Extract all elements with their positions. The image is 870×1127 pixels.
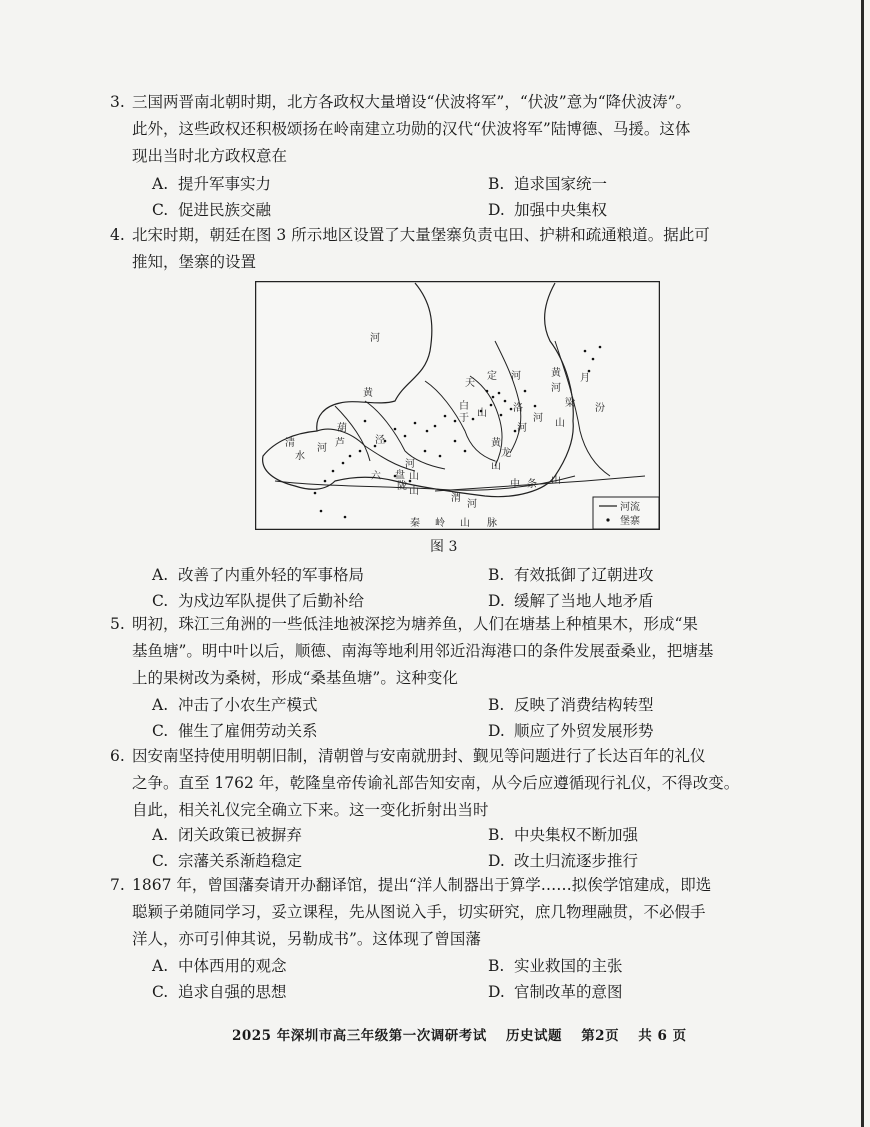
question-number: 6.: [110, 747, 125, 765]
option-a[interactable]: [152, 823, 302, 845]
question-7: [110, 872, 772, 953]
option-text: 追求国家统一: [514, 175, 608, 193]
option-text: 顺应了外贸发展形势: [514, 722, 654, 740]
option-a[interactable]: [152, 172, 271, 194]
fort-legend-swatch: [606, 518, 609, 521]
question-text-line: 聪颖子弟随同学习，妥立课程，先从图说入手，切实研究，庶几物理融贯，不必假手: [132, 903, 706, 921]
map-label: 清: [285, 438, 295, 449]
question-number: 5.: [110, 615, 125, 633]
map-label: 洛: [513, 403, 523, 414]
map-label: 河: [370, 333, 380, 344]
scan-edge: [861, 0, 864, 1127]
map-label: 河: [551, 383, 561, 394]
question-5: [110, 611, 772, 692]
figure-caption: 图 3: [430, 539, 458, 555]
map-legend: [593, 497, 659, 529]
option-d[interactable]: [488, 198, 607, 220]
option-text: 冲击了小农生产模式: [178, 696, 318, 714]
question-text-line: 因安南坚持使用明朝旧制，清朝曾与安南就册封、觐见等问题进行了长达百年的礼仪: [132, 747, 706, 765]
option-c[interactable]: [152, 980, 287, 1002]
map-label: 泾: [375, 435, 385, 446]
question-text-line: 明初，珠江三角洲的一些低洼地被深挖为塘养鱼，人们在塘基上种植果木，形成“果: [132, 615, 698, 633]
option-key: A.: [152, 696, 169, 714]
map-label: 山: [491, 461, 501, 472]
option-b[interactable]: [488, 823, 638, 845]
map-label: 芦: [335, 438, 345, 449]
question-text-line: 1867 年，曾国藩奏请开办翻译馆，提出“洋人制器出于算学……拟俟学馆建成，即选: [132, 876, 712, 894]
map-label: 梁: [565, 398, 575, 409]
option-key: A.: [152, 566, 169, 584]
legend-river-label: 河流: [620, 502, 640, 513]
option-text: 催生了雇佣劳动关系: [178, 722, 318, 740]
map-label: 龙: [501, 448, 511, 459]
exam-title: 2025 年深圳市高三年级第一次调研考试: [232, 1028, 487, 1044]
map-label: 黄: [363, 388, 373, 399]
option-c[interactable]: [152, 198, 271, 220]
question-text-line: 现出当时北方政权意在: [132, 147, 288, 165]
question-4: [110, 222, 772, 276]
option-text: 为戍边军队提供了后勤补给: [178, 592, 365, 610]
map-label: 河: [405, 459, 415, 470]
map-label: 山: [477, 408, 487, 419]
subject-title: 历史试题: [505, 1028, 562, 1044]
map-label: 盘: [395, 470, 405, 481]
option-a[interactable]: [152, 954, 287, 976]
option-text: 加强中央集权: [514, 201, 608, 219]
map-label: 黄: [491, 438, 501, 449]
option-key: A.: [152, 957, 169, 975]
question-text-line: 上的果树改为桑树，形成“桑基鱼塘”。这种变化: [132, 669, 458, 687]
option-key: C.: [152, 983, 169, 1001]
option-d[interactable]: [488, 589, 654, 611]
option-text: 追求自强的思想: [178, 983, 287, 1001]
option-text: 缓解了当地人地矛盾: [514, 592, 654, 610]
map-svg: [255, 281, 660, 530]
option-key: C.: [152, 592, 169, 610]
question-6: [110, 743, 772, 824]
question-number: 4.: [110, 226, 125, 244]
option-key: C.: [152, 201, 169, 219]
map-label: 山: [460, 518, 470, 529]
map-label: 六: [371, 471, 381, 482]
option-a[interactable]: [152, 563, 364, 585]
question-text-line: 洋人，亦可引伸其说，另勒成书”。这体现了曾国藩: [132, 930, 481, 948]
question-text-line: 自此，相关礼仪完全确立下来。这一变化折射出当时: [132, 801, 489, 819]
page-total: 共 6 页: [638, 1028, 687, 1044]
question-text-line: 之争。直至 1762 年，乾隆皇帝传谕礼部告知安南，从今后应遵循现行礼仪，不得改变。: [132, 774, 740, 792]
map-label: 汾: [595, 403, 605, 414]
option-text: 改善了内重外轻的军事格局: [178, 566, 365, 584]
question-text-line: 北宋时期，朝廷在图 3 所示地区设置了大量堡寨负责屯田、护耕和疏通粮道。据此可: [132, 226, 710, 244]
option-d[interactable]: [488, 980, 623, 1002]
option-text: 反映了消费结构转型: [514, 696, 654, 714]
question-number: 7.: [110, 876, 125, 894]
option-c[interactable]: [152, 589, 364, 611]
map-label: 条: [527, 479, 537, 490]
legend-fort-label: 堡寨: [620, 516, 640, 527]
map-label: 秦: [410, 518, 420, 529]
map-label: 于: [459, 413, 469, 424]
map-label: 河: [517, 423, 527, 434]
map-label: 河: [533, 413, 543, 424]
option-text: 实业救国的主张: [514, 957, 623, 975]
option-key: D.: [488, 592, 505, 610]
option-text: 闭关政策已被摒弃: [178, 826, 303, 844]
option-key: D.: [488, 983, 505, 1001]
map-label: 山: [409, 471, 419, 482]
option-b[interactable]: [488, 693, 654, 715]
map-label: 水: [295, 451, 305, 462]
question-number: 3.: [110, 93, 125, 111]
option-key: D.: [488, 722, 505, 740]
option-b[interactable]: [488, 563, 654, 585]
map-label: 山: [409, 486, 419, 497]
map-label: 白: [459, 401, 469, 412]
map-label: 定: [487, 371, 497, 382]
map-label: 葫: [337, 423, 347, 434]
map-label: 河: [317, 443, 327, 454]
map-label: 岭: [435, 518, 445, 529]
map-label: 黄: [551, 368, 561, 379]
option-text: 中央集权不断加强: [514, 826, 639, 844]
map-label: 陇: [397, 481, 407, 492]
option-key: D.: [488, 201, 505, 219]
option-text: 宗藩关系渐趋稳定: [178, 852, 303, 870]
question-3: [110, 89, 772, 170]
map-label: 河: [467, 499, 477, 510]
option-text: 改土归流逐步推行: [514, 852, 639, 870]
option-d[interactable]: [488, 849, 638, 871]
option-text: 有效抵御了辽朝进攻: [514, 566, 654, 584]
option-key: D.: [488, 852, 505, 870]
option-key: C.: [152, 722, 169, 740]
option-a[interactable]: [152, 693, 318, 715]
page-number: 第2页: [581, 1028, 620, 1044]
map-label: 山: [555, 418, 565, 429]
map-label: 中: [510, 479, 520, 490]
map-label: 月: [580, 373, 590, 384]
option-d[interactable]: [488, 719, 654, 741]
option-text: 促进民族交融: [178, 201, 272, 219]
question-text-line: 此外，这些政权还积极颂扬在岭南建立功勋的汉代“伏波将军”陆博德、马援。这体: [132, 120, 691, 138]
option-c[interactable]: [152, 719, 318, 741]
question-text-line: 基鱼塘”。明中叶以后，顺德、南海等地利用邻近沿海港口的条件发展蚕桑业，把塘基: [132, 642, 714, 660]
option-key: B.: [488, 566, 505, 584]
option-c[interactable]: [152, 849, 302, 871]
option-key: A.: [152, 175, 169, 193]
option-key: B.: [488, 826, 505, 844]
map-label: 脉: [487, 518, 497, 529]
option-b[interactable]: [488, 954, 623, 976]
page-footer: [232, 1024, 701, 1044]
option-text: 官制改革的意图: [514, 983, 623, 1001]
option-key: B.: [488, 696, 505, 714]
map-label: 山: [551, 475, 561, 486]
option-key: A.: [152, 826, 169, 844]
figure-3-map: [255, 281, 660, 530]
option-key: B.: [488, 175, 505, 193]
question-text-line: 推知，堡寨的设置: [132, 253, 257, 271]
question-text-line: 三国两晋南北朝时期，北方各政权大量增设“伏波将军”，“伏波”意为“降伏波涛”。: [132, 93, 692, 111]
map-label: 天: [465, 378, 475, 389]
option-key: B.: [488, 957, 505, 975]
option-b[interactable]: [488, 172, 607, 194]
option-text: 提升军事实力: [178, 175, 272, 193]
map-label: 渭: [451, 493, 461, 504]
option-key: C.: [152, 852, 169, 870]
option-text: 中体西用的观念: [178, 957, 287, 975]
map-label: 河: [511, 371, 521, 382]
